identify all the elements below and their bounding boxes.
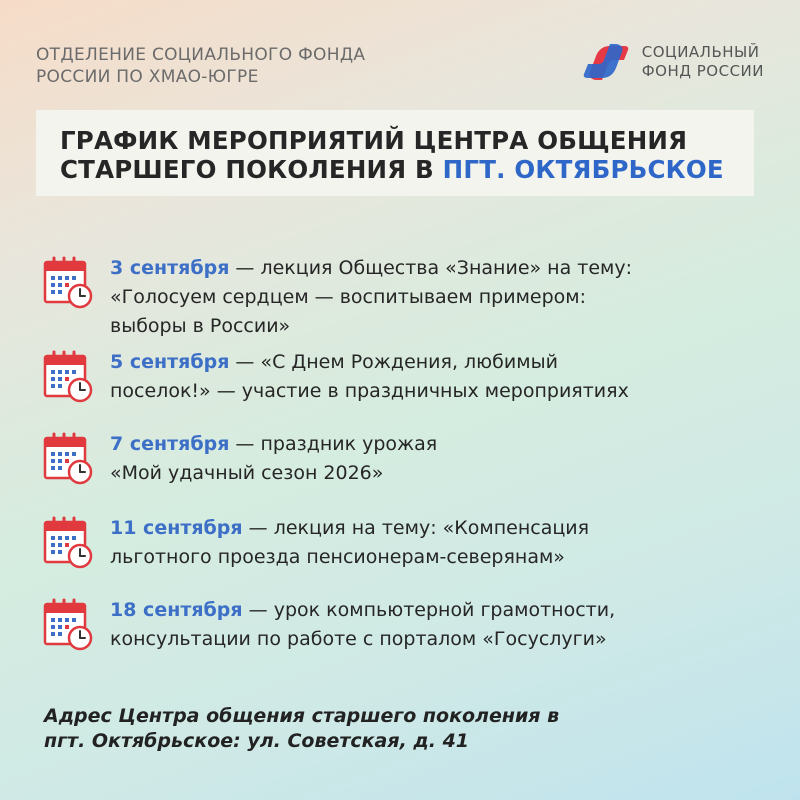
event-text-line: — лекция на тему: «Компенсация: [242, 517, 590, 539]
event-item: [42, 596, 615, 654]
organization-name: [36, 44, 365, 88]
address-line-1: Адрес Центра общения старшего поколения в: [44, 705, 560, 727]
event-date: 3 сентября: [110, 257, 230, 279]
title-line-1: ГРАФИК МЕРОПРИЯТИЙ ЦЕНТРА ОБЩЕНИЯ: [60, 126, 688, 155]
event-text-line: — урок компьютерной грамотности,: [242, 599, 616, 621]
calendar-clock-icon: [42, 350, 96, 404]
org-line-2: РОССИИ ПО ХМАО-ЮГРЕ: [36, 67, 259, 87]
title-location: ПГТ. ОКТЯБРЬСКОЕ: [442, 155, 724, 184]
event-text-line: поселок!» — участие в праздничных мероприятиях: [110, 380, 629, 402]
page-title: [36, 110, 754, 196]
event-item: [42, 514, 589, 572]
event-text-line: «Голосуем сердцем — воспитываем примером:: [110, 286, 587, 308]
event-date: 7 сентября: [110, 433, 230, 455]
address-line-2: пгт. Октябрьское: ул. Советская, д. 41: [44, 730, 470, 752]
event-text-line: выборы в России»: [110, 315, 291, 337]
event-date: 18 сентября: [110, 599, 243, 621]
calendar-clock-icon: [42, 598, 96, 652]
sfr-logo-icon: [580, 42, 632, 82]
event-text-line: «Мой удачный сезон 2026»: [110, 462, 384, 484]
logo-line-2: ФОНД РОССИИ: [641, 62, 764, 80]
event-text-line: консультации по работе с порталом «Госуслуги»: [110, 628, 607, 650]
event-text-line: — «С Днем Рождения, любимый: [229, 351, 558, 373]
calendar-clock-icon: [42, 516, 96, 570]
event-item: [42, 348, 629, 406]
event-text-line: — праздник урожая: [229, 433, 438, 455]
calendar-clock-icon: [42, 256, 96, 310]
sfr-logo: [580, 42, 764, 82]
event-item: [42, 254, 632, 341]
calendar-clock-icon: [42, 432, 96, 486]
event-text-line: льготного проезда пенсионерам-северянам»: [110, 546, 565, 568]
event-item: [42, 430, 437, 488]
event-date: 5 сентября: [110, 351, 230, 373]
logo-line-1: СОЦИАЛЬНЫЙ: [641, 43, 760, 61]
address-note: [44, 704, 559, 754]
title-line-2-prefix: СТАРШЕГО ПОКОЛЕНИЯ В: [60, 155, 443, 184]
event-date: 11 сентября: [110, 517, 243, 539]
org-line-1: ОТДЕЛЕНИЕ СОЦИАЛЬНОГО ФОНДА: [36, 45, 366, 65]
event-text-line: — лекция Общества «Знание» на тему:: [229, 257, 633, 279]
title-line-2: [60, 155, 734, 184]
